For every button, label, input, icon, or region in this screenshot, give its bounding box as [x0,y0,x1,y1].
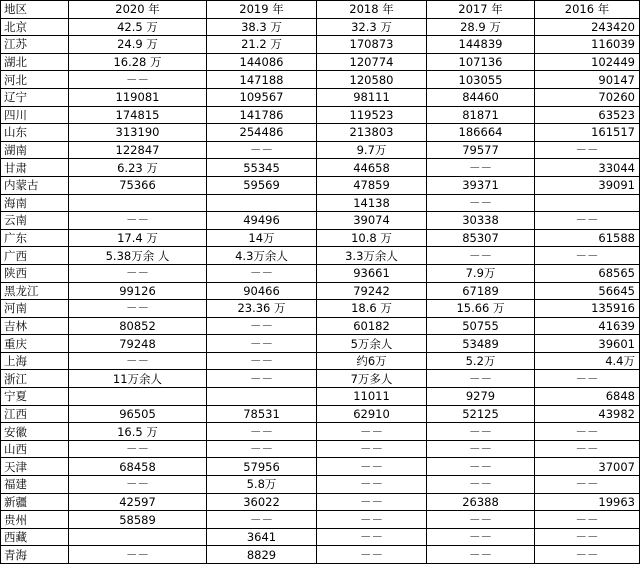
value-cell-2018: 119523 [317,106,427,124]
value-cell-2018: 32.3 万 [317,18,427,36]
value-cell-2020: 5.38万余 人 [69,247,207,265]
value-cell-2019: 3641 [207,528,317,546]
value-cell-2019: 5.8万 [207,476,317,494]
value-cell-2018: 60182 [317,317,427,335]
value-cell-2020: 174815 [69,106,207,124]
value-cell-2017: －－ [427,546,535,564]
region-cell: 江西 [1,405,69,423]
value-cell-2017: 30338 [427,212,535,230]
value-cell-2020: 80852 [69,317,207,335]
table-row [1,88,640,106]
value-cell-2018: 79242 [317,282,427,300]
region-cell: 北京 [1,18,69,36]
value-cell-2017: 103055 [427,71,535,89]
value-cell-2017: －－ [427,247,535,265]
value-cell-2018: 98111 [317,88,427,106]
region-cell: 宁夏 [1,388,69,406]
value-cell-2016: 39601 [535,335,640,353]
value-cell-2018: －－ [317,458,427,476]
table-body [1,18,640,563]
value-cell-2016: 243420 [535,18,640,36]
value-cell-2016: －－ [535,212,640,230]
value-cell-2018: 7万多人 [317,370,427,388]
value-cell-2017: －－ [427,194,535,212]
table-row [1,440,640,458]
region-cell: 广西 [1,247,69,265]
value-cell-2016: 90147 [535,71,640,89]
value-cell-2018: －－ [317,546,427,564]
value-cell-2017: 15.66 万 [427,300,535,318]
table-row [1,212,640,230]
value-cell-2018: －－ [317,423,427,441]
value-cell-2016: 56645 [535,282,640,300]
table-row [1,124,640,142]
value-cell-2018: 44658 [317,159,427,177]
value-cell-2019 [207,388,317,406]
value-cell-2020 [69,388,207,406]
value-cell-2020: 42597 [69,493,207,511]
value-cell-2019 [207,194,317,212]
region-cell: 新疆 [1,493,69,511]
value-cell-2020: 58589 [69,511,207,529]
table-row [1,106,640,124]
region-cell: 西藏 [1,528,69,546]
value-cell-2020: －－ [69,546,207,564]
header-2016: 2016 年 [535,1,640,19]
table-row [1,335,640,353]
value-cell-2018: 120774 [317,53,427,71]
region-cell: 福建 [1,476,69,494]
value-cell-2016: 39091 [535,176,640,194]
value-cell-2016: －－ [535,476,640,494]
header-2017: 2017 年 [427,1,535,19]
value-cell-2016: 135916 [535,300,640,318]
region-cell: 海南 [1,194,69,212]
value-cell-2019: 90466 [207,282,317,300]
value-cell-2018: 约6万 [317,352,427,370]
value-cell-2017: －－ [427,159,535,177]
region-cell: 天津 [1,458,69,476]
value-cell-2020: 75366 [69,176,207,194]
value-cell-2020: 16.5 万 [69,423,207,441]
table-row [1,53,640,71]
value-cell-2019: 14万 [207,229,317,247]
value-cell-2019: 109567 [207,88,317,106]
value-cell-2019: 21.2 万 [207,36,317,54]
table-row [1,229,640,247]
value-cell-2016: 6848 [535,388,640,406]
table-row [1,476,640,494]
value-cell-2018: 18.6 万 [317,300,427,318]
region-cell: 贵州 [1,511,69,529]
value-cell-2020: 11万余人 [69,370,207,388]
value-cell-2019: －－ [207,352,317,370]
value-cell-2020: 68458 [69,458,207,476]
value-cell-2018: 93661 [317,264,427,282]
value-cell-2016: －－ [535,440,640,458]
value-cell-2018: 14138 [317,194,427,212]
region-cell: 云南 [1,212,69,230]
value-cell-2020: 17.4 万 [69,229,207,247]
value-cell-2016: 33044 [535,159,640,177]
table-row [1,458,640,476]
value-cell-2019: －－ [207,511,317,529]
value-cell-2020: －－ [69,476,207,494]
region-cell: 陕西 [1,264,69,282]
value-cell-2018: 213803 [317,124,427,142]
region-cell: 山东 [1,124,69,142]
value-cell-2017: －－ [427,370,535,388]
value-cell-2018: －－ [317,528,427,546]
region-cell: 上海 [1,352,69,370]
table-row [1,405,640,423]
value-cell-2017: 186664 [427,124,535,142]
value-cell-2016 [535,194,640,212]
value-cell-2016: 70260 [535,88,640,106]
table-row [1,370,640,388]
value-cell-2019: －－ [207,370,317,388]
value-cell-2020: 96505 [69,405,207,423]
value-cell-2016: 161517 [535,124,640,142]
region-cell: 湖北 [1,53,69,71]
value-cell-2019: －－ [207,317,317,335]
value-cell-2017: －－ [427,476,535,494]
value-cell-2019: 144086 [207,53,317,71]
value-cell-2017: 53489 [427,335,535,353]
value-cell-2018: －－ [317,511,427,529]
value-cell-2019: 254486 [207,124,317,142]
table-row [1,511,640,529]
table-row [1,247,640,265]
value-cell-2016: －－ [535,247,640,265]
header-row [1,1,640,19]
value-cell-2020: －－ [69,440,207,458]
table-row [1,493,640,511]
region-cell: 安徽 [1,423,69,441]
value-cell-2019: －－ [207,141,317,159]
value-cell-2019: －－ [207,440,317,458]
region-cell: 广东 [1,229,69,247]
value-cell-2016: 4.4万 [535,352,640,370]
header-2019: 2019 年 [207,1,317,19]
value-cell-2019: 38.3 万 [207,18,317,36]
value-cell-2018: 39074 [317,212,427,230]
value-cell-2017: 7.9万 [427,264,535,282]
header-2018: 2018 年 [317,1,427,19]
value-cell-2020: －－ [69,71,207,89]
value-cell-2016: 43982 [535,405,640,423]
region-cell: 浙江 [1,370,69,388]
region-cell: 湖南 [1,141,69,159]
value-cell-2017: 67189 [427,282,535,300]
value-cell-2019: 141786 [207,106,317,124]
value-cell-2019: －－ [207,423,317,441]
value-cell-2020: 79248 [69,335,207,353]
value-cell-2019: 23.36 万 [207,300,317,318]
region-cell: 辽宁 [1,88,69,106]
table-row [1,141,640,159]
value-cell-2017: －－ [427,528,535,546]
region-cell: 江苏 [1,36,69,54]
value-cell-2020: －－ [69,212,207,230]
value-cell-2020: 313190 [69,124,207,142]
value-cell-2017: 52125 [427,405,535,423]
value-cell-2019: 78531 [207,405,317,423]
value-cell-2016: －－ [535,546,640,564]
value-cell-2016: 41639 [535,317,640,335]
value-cell-2017: 107136 [427,53,535,71]
table-row [1,317,640,335]
value-cell-2016: －－ [535,423,640,441]
region-cell: 河南 [1,300,69,318]
region-cell: 青海 [1,546,69,564]
value-cell-2016: －－ [535,370,640,388]
value-cell-2018: －－ [317,493,427,511]
value-cell-2019: －－ [207,335,317,353]
header-region: 地区 [1,1,69,19]
value-cell-2016: 63523 [535,106,640,124]
header-2020: 2020 年 [69,1,207,19]
value-cell-2019: 36022 [207,493,317,511]
value-cell-2016: －－ [535,511,640,529]
value-cell-2017: －－ [427,458,535,476]
table-row [1,36,640,54]
value-cell-2020: －－ [69,264,207,282]
value-cell-2019: －－ [207,264,317,282]
value-cell-2019: 49496 [207,212,317,230]
value-cell-2020: 99126 [69,282,207,300]
table-row [1,159,640,177]
value-cell-2017: 50755 [427,317,535,335]
table-row [1,546,640,564]
value-cell-2017: 9279 [427,388,535,406]
value-cell-2019: 55345 [207,159,317,177]
value-cell-2016: 19963 [535,493,640,511]
region-cell: 甘肃 [1,159,69,177]
value-cell-2017: －－ [427,440,535,458]
value-cell-2016: －－ [535,141,640,159]
value-cell-2017: 79577 [427,141,535,159]
table-row [1,388,640,406]
table-row [1,71,640,89]
value-cell-2016: 61588 [535,229,640,247]
value-cell-2018: 120580 [317,71,427,89]
value-cell-2016: －－ [535,528,640,546]
region-cell: 重庆 [1,335,69,353]
value-cell-2018: 3.3万余人 [317,247,427,265]
value-cell-2019: 59569 [207,176,317,194]
table-row [1,300,640,318]
value-cell-2018: 5万余人 [317,335,427,353]
value-cell-2020: 119081 [69,88,207,106]
value-cell-2017: 26388 [427,493,535,511]
value-cell-2020 [69,194,207,212]
value-cell-2020: －－ [69,300,207,318]
region-cell: 吉林 [1,317,69,335]
table-row [1,423,640,441]
table-row [1,282,640,300]
value-cell-2020: 24.9 万 [69,36,207,54]
region-cell: 河北 [1,71,69,89]
value-cell-2020: －－ [69,352,207,370]
value-cell-2018: 62910 [317,405,427,423]
table-row [1,18,640,36]
value-cell-2017: 84460 [427,88,535,106]
value-cell-2018: 47859 [317,176,427,194]
value-cell-2019: 8829 [207,546,317,564]
value-cell-2017: 85307 [427,229,535,247]
value-cell-2017: 28.9 万 [427,18,535,36]
table-row [1,194,640,212]
table-row [1,352,640,370]
value-cell-2018: 10.8 万 [317,229,427,247]
value-cell-2018: －－ [317,476,427,494]
value-cell-2017: －－ [427,511,535,529]
value-cell-2017: －－ [427,423,535,441]
value-cell-2016: 68565 [535,264,640,282]
value-cell-2020: 16.28 万 [69,53,207,71]
value-cell-2018: 170873 [317,36,427,54]
value-cell-2019: 4.3万余人 [207,247,317,265]
value-cell-2018: －－ [317,440,427,458]
value-cell-2017: 39371 [427,176,535,194]
value-cell-2016: 37007 [535,458,640,476]
region-cell: 山西 [1,440,69,458]
value-cell-2017: 81871 [427,106,535,124]
value-cell-2019: 147188 [207,71,317,89]
value-cell-2020: 42.5 万 [69,18,207,36]
value-cell-2020: 122847 [69,141,207,159]
value-cell-2017: 5.2万 [427,352,535,370]
value-cell-2018: 9.7万 [317,141,427,159]
value-cell-2020: 6.23 万 [69,159,207,177]
value-cell-2017: 144839 [427,36,535,54]
value-cell-2016: 102449 [535,53,640,71]
value-cell-2018: 11011 [317,388,427,406]
value-cell-2016: 116039 [535,36,640,54]
region-cell: 黑龙江 [1,282,69,300]
table-row [1,264,640,282]
region-cell: 内蒙古 [1,176,69,194]
region-cell: 四川 [1,106,69,124]
value-cell-2019: 57956 [207,458,317,476]
table-row [1,176,640,194]
